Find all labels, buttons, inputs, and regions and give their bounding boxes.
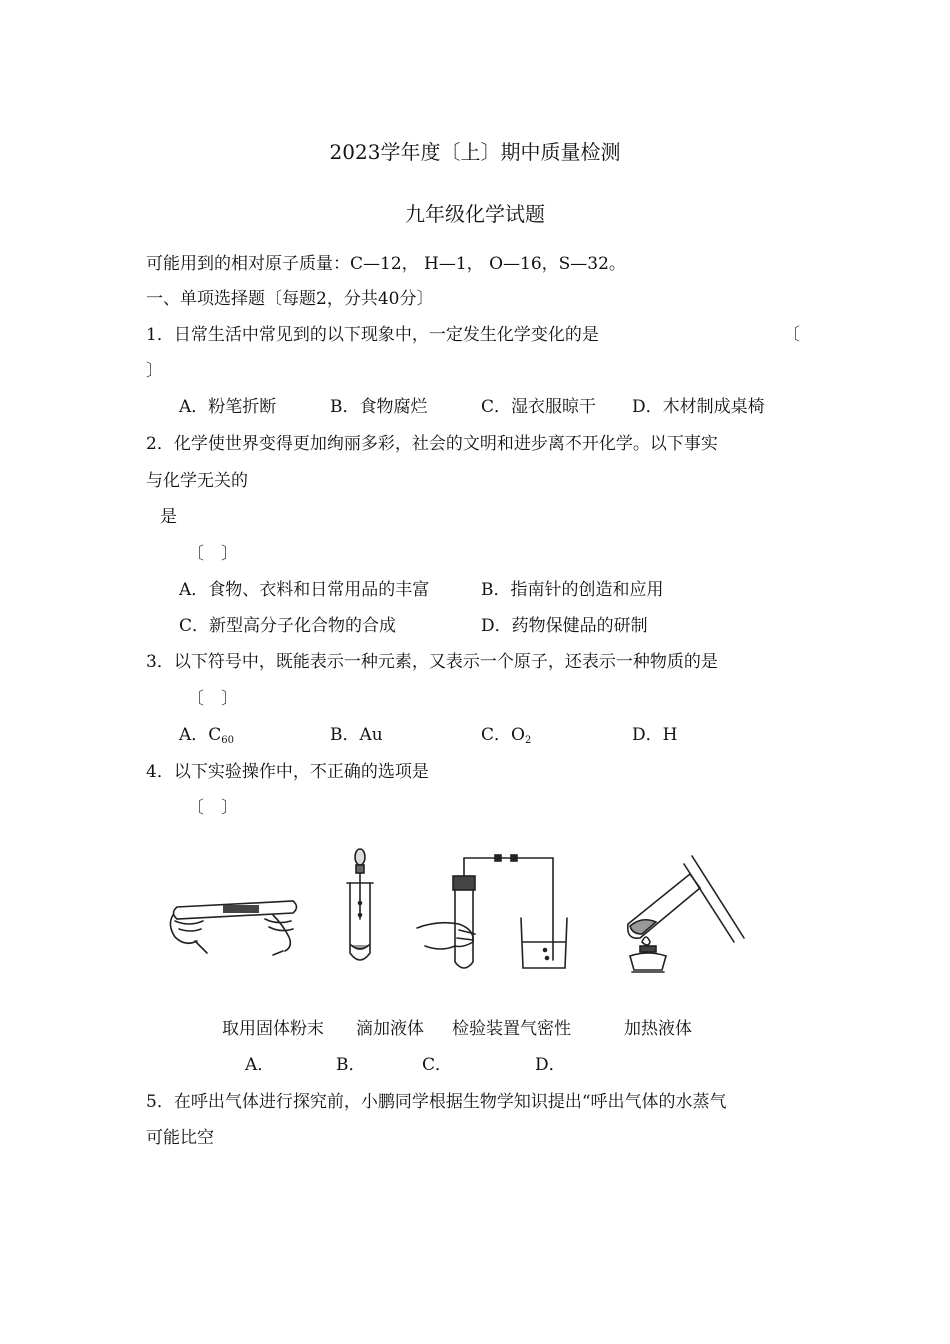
q4-caption-a: 取用固体粉末 — [222, 1019, 324, 1039]
q4-caption-b: 滴加液体 — [356, 1019, 424, 1039]
q1-bracket-close: 〕 — [146, 361, 163, 381]
q1-option-d: D．木材制成桌椅 — [632, 397, 765, 417]
q2-option-a: A．食物、衣料和日常用品的丰富 — [179, 580, 430, 600]
q1-option-c: C．湿衣服晾干 — [481, 397, 597, 417]
q1-stem: 1．日常生活中常见到的以下现象中，一定发生化学变化的是 — [146, 325, 599, 345]
exam-subtitle: 九年级化学试题 — [405, 202, 545, 226]
figure-airtightness-check — [415, 850, 570, 975]
q4-caption-c: 检验装置气密性 — [452, 1019, 571, 1039]
q3-option-a: A．$C_{60}$ — [179, 725, 235, 746]
q3-bracket: 〔 〕 — [187, 689, 238, 709]
q3-option-c: C．$O_2$ — [481, 725, 532, 746]
q3-option-d: D．H — [632, 725, 678, 745]
figure-heat-liquid — [620, 850, 750, 980]
figure-drop-liquid — [335, 845, 385, 965]
q2-stem-line3: 是 — [160, 507, 177, 527]
q5-stem-line2: 可能比空 — [146, 1128, 214, 1148]
exam-title: 2023学年度〔上〕期中质量检测 — [329, 140, 621, 164]
q2-option-d: D．药物保健品的研制 — [481, 616, 648, 636]
section-heading: 一、单项选择题〔每题2，分共40分〕 — [146, 289, 434, 309]
q2-stem-line2: 与化学无关的 — [146, 471, 248, 491]
q4-caption-d: 加热液体 — [624, 1019, 692, 1039]
q2-option-b: B．指南针的创造和应用 — [481, 580, 664, 600]
q1-option-a: A．粉笔折断 — [179, 397, 277, 417]
q2-stem-line1: 2．化学使世界变得更加绚丽多彩，社会的文明和进步离不开化学。以下事实 — [146, 434, 718, 454]
q4-letter-a: A． — [245, 1055, 275, 1075]
q4-letter-b: B． — [336, 1055, 366, 1075]
q1-option-b: B．食物腐烂 — [330, 397, 428, 417]
q3-option-b: B．Au — [330, 725, 383, 745]
q3-stem: 3．以下符号中，既能表示一种元素，又表示一个原子，还表示一种物质的是 — [146, 652, 718, 672]
q4-letter-d: D． — [535, 1055, 566, 1075]
q4-stem: 4．以下实验操作中，不正确的选项是 — [146, 762, 429, 782]
q5-stem-line1: 5．在呼出气体进行探究前，小鹏同学根据生物学知识提出“呼出气体的水蒸气 — [146, 1092, 727, 1112]
q2-option-c: C．新型高分子化合物的合成 — [179, 616, 397, 636]
atomic-mass-note: 可能用到的相对原子质量：C—12， H—1， O—16，S—32。 — [146, 254, 626, 274]
q2-bracket: 〔 〕 — [187, 544, 238, 564]
q1-bracket-open: 〔 — [783, 325, 800, 345]
q4-bracket: 〔 〕 — [187, 798, 238, 818]
figure-take-powder — [165, 885, 305, 955]
q4-letter-c: C． — [422, 1055, 453, 1075]
